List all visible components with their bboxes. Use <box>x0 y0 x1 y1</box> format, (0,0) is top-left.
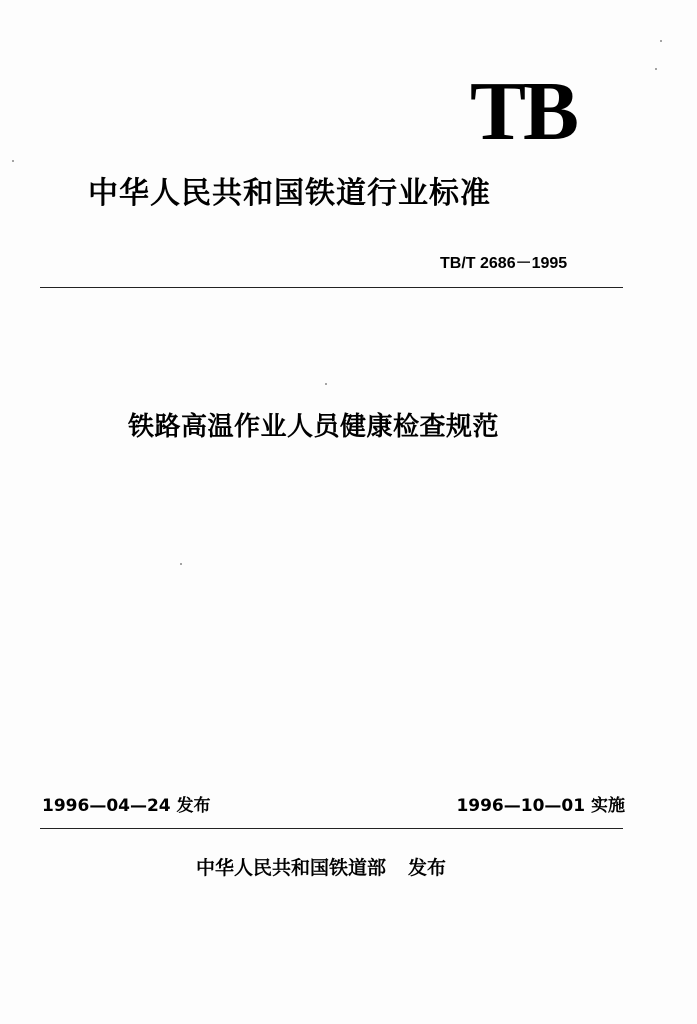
scan-speck <box>12 160 14 162</box>
standard-category-title: 中华人民共和国铁道行业标准 <box>88 176 491 211</box>
scan-speck <box>325 383 327 385</box>
scan-speck <box>180 563 182 565</box>
implementation-date: 1996—10—01 实施 <box>456 796 625 816</box>
publisher-action: 发布 <box>408 857 447 879</box>
scan-speck <box>660 40 662 42</box>
publisher-line <box>196 856 496 880</box>
issue-date: 1996—04—24 发布 <box>42 796 211 816</box>
standard-mark: TB <box>470 65 577 158</box>
top-divider <box>40 287 623 288</box>
document-title: 铁路高温作业人员健康检查规范 <box>128 412 500 442</box>
publisher-name: 中华人民共和国铁道部 <box>196 857 387 879</box>
scan-speck <box>655 68 657 70</box>
bottom-divider <box>40 828 623 829</box>
standard-code: TB/T 2686－1995 <box>440 255 568 272</box>
